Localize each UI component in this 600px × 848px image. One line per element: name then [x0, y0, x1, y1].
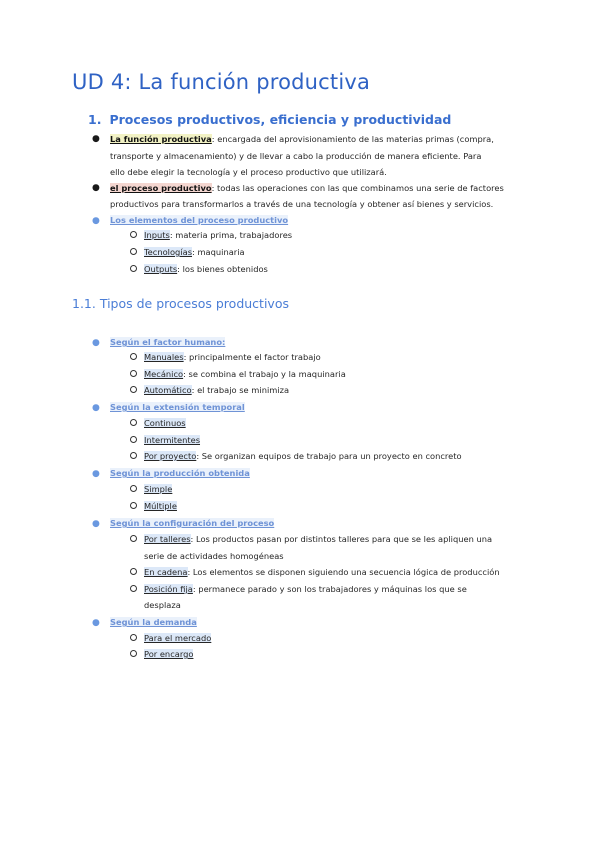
- element-item: Inputs: materia prima, trabajadores: [144, 230, 293, 240]
- circle-bullet: [130, 452, 137, 459]
- group-heading: Según la producción obtenida: [110, 468, 250, 478]
- group-item: Para el mercado: [144, 633, 212, 643]
- circle-bullet: [130, 650, 137, 657]
- circle-bullet: [130, 265, 137, 272]
- group-item: Múltiple: [144, 501, 177, 511]
- group-item: Por talleres: Los productos pasan por distintos talleres para que se les apliquen una: [144, 534, 493, 544]
- term-funcion-productiva: La función productiva: [110, 134, 212, 144]
- bullet-dot: ●: [92, 134, 100, 144]
- bullet-dot: ●: [92, 519, 100, 529]
- group-item: Por encargo: [144, 649, 194, 659]
- section-title: Procesos productivos, eficiencia y productividad: [109, 112, 452, 127]
- section-number: 1.: [88, 112, 102, 127]
- circle-bullet: [130, 370, 137, 377]
- group-item: Automático: el trabajo se minimiza: [144, 385, 290, 395]
- bullet-dot: ●: [92, 216, 100, 226]
- circle-bullet: [130, 231, 137, 238]
- group-heading: Según la extensión temporal: [110, 402, 245, 412]
- list-item: el proceso productivo: todas las operaciones con las que combinamos una serie de factores: [110, 183, 504, 193]
- circle-bullet: [130, 585, 137, 592]
- bullet-dot: ●: [92, 403, 100, 413]
- page-title: UD 4: La función productiva: [72, 70, 371, 94]
- circle-bullet: [130, 634, 137, 641]
- group-heading: Según la demanda: [110, 617, 197, 627]
- group-item: Posición fija: permanece parado y son los trabajadores y máquinas los que se: [144, 584, 467, 594]
- group-item: En cadena: Los elementos se disponen siguiendo una secuencia lógica de producción: [144, 567, 500, 577]
- list-item: La función productiva: encargada del aprovisionamiento de las materias primas (compra,: [110, 134, 494, 144]
- term-proceso-productivo: el proceso productivo: [110, 183, 212, 193]
- group-item: Simple: [144, 484, 173, 494]
- section-heading: [88, 112, 451, 127]
- circle-bullet: [130, 568, 137, 575]
- element-item: Tecnologías: maquinaria: [144, 247, 245, 257]
- list-item-continuation: productivos para transformarlos a través de una tecnología y obtener así bienes y servicios.: [110, 199, 494, 209]
- bullet-dot: ●: [92, 469, 100, 479]
- group-heading: Según el factor humano:: [110, 337, 226, 347]
- subsection-heading: 1.1. Tipos de procesos productivos: [72, 296, 289, 311]
- circle-bullet: [130, 485, 137, 492]
- circle-bullet: [130, 436, 137, 443]
- group-item-continuation: desplaza: [144, 600, 181, 610]
- circle-bullet: [130, 502, 137, 509]
- circle-bullet: [130, 386, 137, 393]
- circle-bullet: [130, 419, 137, 426]
- group-item: Por proyecto: Se organizan equipos de trabajo para un proyecto en concreto: [144, 451, 462, 461]
- group-item: Continuos: [144, 418, 186, 428]
- group-item: Intermitentes: [144, 435, 201, 445]
- list-item-continuation: ello debe elegir la tecnología y el proceso productivo que utilizará.: [110, 167, 387, 177]
- list-item-continuation: transporte y almacenamiento) y de llevar a cabo la producción de manera eficiente. Para: [110, 151, 482, 161]
- group-item: Manuales: principalmente el factor trabajo: [144, 352, 321, 362]
- group-heading: Según la configuración del proceso: [110, 518, 275, 528]
- circle-bullet: [130, 535, 137, 542]
- bullet-dot: ●: [92, 183, 100, 193]
- elements-heading: Los elementos del proceso productivo: [110, 215, 289, 225]
- group-item-continuation: serie de actividades homogéneas: [144, 551, 284, 561]
- bullet-dot: ●: [92, 618, 100, 628]
- group-item: Mecánico: se combina el trabajo y la maquinaria: [144, 369, 346, 379]
- circle-bullet: [130, 353, 137, 360]
- element-item: Outputs: los bienes obtenidos: [144, 264, 268, 274]
- circle-bullet: [130, 248, 137, 255]
- bullet-dot: ●: [92, 338, 100, 348]
